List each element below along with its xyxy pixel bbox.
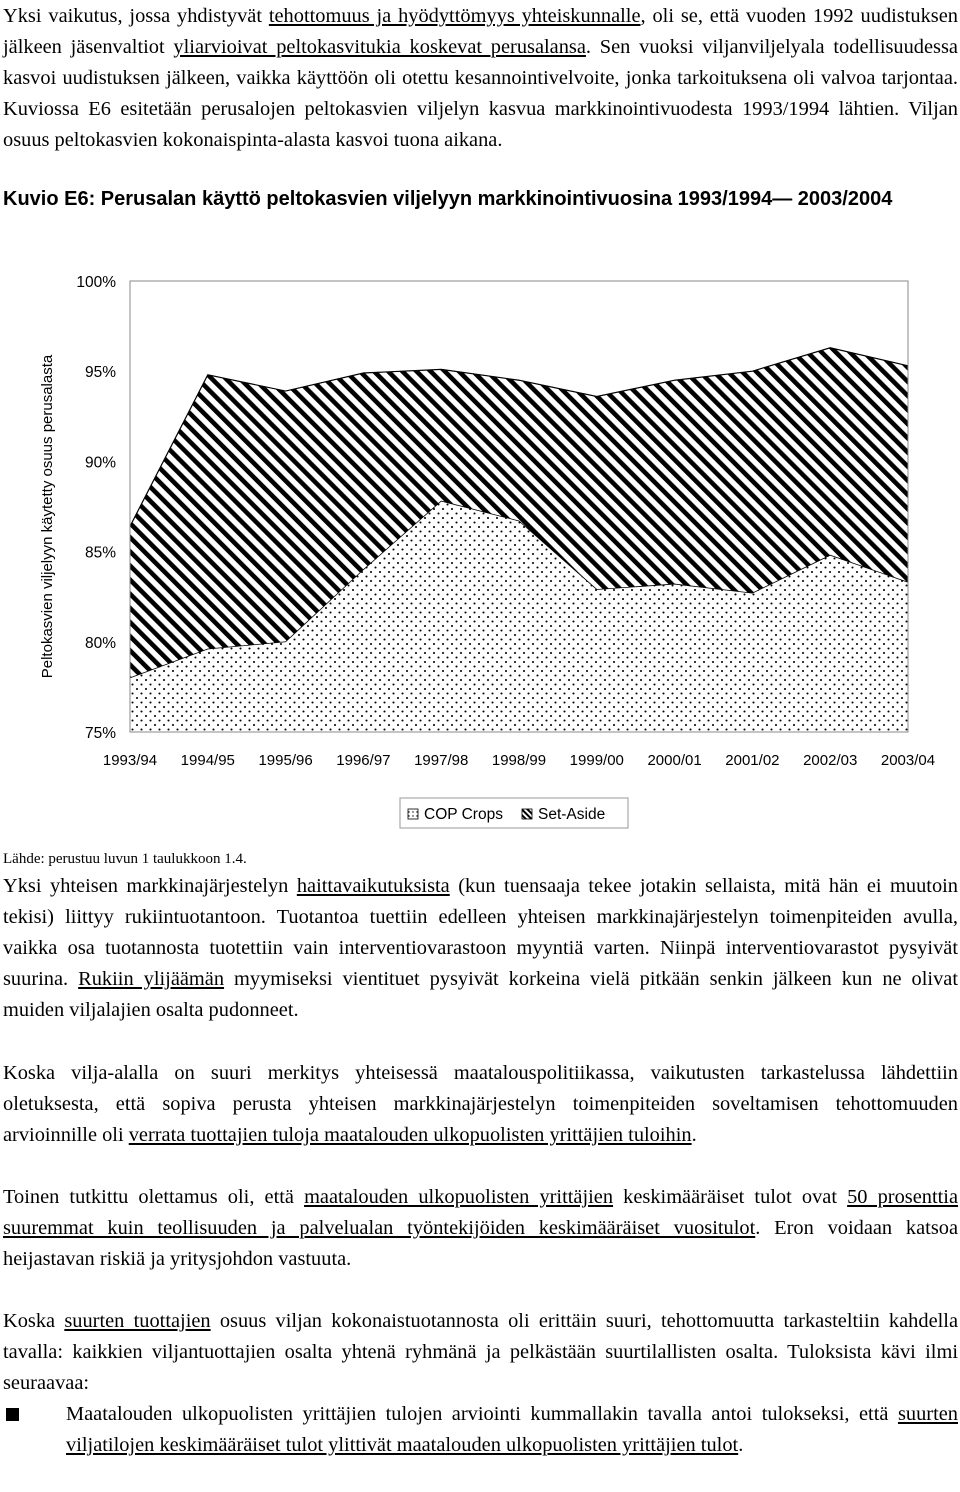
x-tick-label: 1998/99 (491, 752, 547, 769)
intro-text-b: , oli se, että vuoden 1992 uudistuksen jälkeen jäsenvaltiot (3, 5, 958, 58)
bullet-square-icon (6, 1408, 19, 1421)
bullet-link-large-farms[interactable]: suurten viljatilojen keskimääräiset tulot ylittivät maatalouden ulkopuolisten yrittäjien tulot (66, 1403, 958, 1456)
p2-text-a: Yksi yhteisen markkinajärjestelyn (3, 875, 297, 897)
p2-link-rye-surplus[interactable]: Rukiin ylijäämän (78, 968, 225, 990)
x-tick-label: 1993/94 (102, 752, 158, 769)
intro-text-c: . Sen vuoksi viljanviljelyala todellisuudessa kasvoi uudistuksen jälkeen, vaikka käyttöön oli otettu kesannointivelvoite, jonka tarkoituksena oli valvoa tarjontaa. Kuviossa E6 esitetään perusalojen peltokasvien viljelyn kasvua markkinointivuodesta 1993/1994 lähtien. Viljan osuus peltokasvien kokonaispinta-alasta kasvoi tuona aikana. (3, 36, 958, 151)
legend-label-cop-crops: COP Crops (424, 806, 503, 823)
bullet-text-a: Maatalouden ulkopuolisten yrittäjien tulojen arviointi kummallakin tavalla antoi tulokseksi, että (66, 1403, 898, 1425)
x-tick-label: 1994/95 (180, 752, 235, 769)
legend-swatch-set-aside (522, 809, 532, 819)
y-tick-label: 95% (84, 364, 116, 382)
area-chart (0, 255, 960, 835)
x-tick-label: 2003/04 (880, 752, 936, 769)
p4-text-c: . Eron voidaan katsoa heijastavan riskiä ja yritysjohdon vastuuta. (3, 1217, 958, 1270)
p4-link-entrepreneurs[interactable]: maatalouden ulkopuolisten yrittäjien (304, 1186, 614, 1208)
p4-text-a: Toinen tutkittu olettamus oli, että (3, 1186, 305, 1208)
p2-link-side-effects[interactable]: haittavaikutuksista (296, 875, 450, 897)
x-tick-label: 1999/00 (569, 752, 624, 769)
legend-label-set-aside: Set-Aside (538, 806, 606, 823)
bullet-text-b: . (738, 1434, 744, 1456)
body-paragraph-2 (3, 1058, 958, 1151)
body-paragraph-1 (3, 871, 958, 1026)
body-paragraph-3 (3, 1182, 958, 1275)
x-tick-label: 1996/97 (336, 752, 391, 769)
y-tick-label: 90% (84, 454, 116, 472)
y-tick-label: 100% (76, 274, 116, 291)
y-tick-label: 80% (84, 634, 116, 652)
p2-text-b: (kun tuensaaja tekee jotakin sellaista, mitä hän ei muutoin tekisi) liittyy rukiintuotantoon. Tuotantoa tuettiin edelleen yhteisen markkinajärjestelyn toimenpiteiden avulla, vaikka osa tuotannosta tuotettiin vain interventiovarastoon myyntiä varten. Niinpä interventiovarastot pysyivät suurina. (3, 875, 959, 990)
legend-swatch-cop-crops (408, 809, 418, 819)
p5-text-a: Koska (3, 1310, 65, 1332)
intro-link-inefficiency[interactable]: tehottomuus ja hyödyttömyys yhteiskunnalle (268, 5, 641, 27)
x-tick-label: 2001/02 (725, 752, 780, 769)
p2-text-c: myymiseksi vientituet pysyivät korkeina vielä pitkään senkin jälkeen kun ne olivat muiden viljalajien osalta pudonneet. (3, 968, 958, 1021)
p5-link-large-producers[interactable]: suurten tuottajien (64, 1310, 211, 1332)
p3-text-a: Koska vilja-alalla on suuri merkitys yhteisessä maatalouspolitiikassa, vaikutusten tarkastelussa lähdettiin oletuksesta, että sopiva perusta yhteisen markkinajärjestelyn toimenpiteiden soveltamisen tehottomuuden arvioinnille oli (3, 1062, 958, 1146)
y-axis-label: Peltokasvien viljelyyn käytetty osuus perusalasta (39, 354, 56, 679)
y-tick-label: 85% (84, 544, 116, 562)
intro-paragraph (3, 1, 958, 156)
p4-link-fifty-percent[interactable]: 50 prosenttia suuremmat kuin teollisuuden ja palvelualan työntekijöiden keskimääräiset vuositulot (3, 1186, 959, 1239)
figure-title: Kuvio E6: Perusalan käyttö peltokasvien viljelyyn markkinointivuosina 1993/1994— 2003/2004 (3, 188, 893, 210)
p3-link-compare-income[interactable]: verrata tuottajien tuloja maatalouden ulkopuolisten yrittäjien tuloihin (128, 1124, 692, 1146)
x-tick-label: 2000/01 (647, 752, 702, 769)
p3-text-b: . (691, 1124, 697, 1146)
x-tick-label: 1995/96 (258, 752, 313, 769)
y-tick-label: 75% (84, 725, 116, 742)
body-paragraph-4 (3, 1306, 958, 1399)
p5-text-b: osuus viljan kokonaistuotannosta oli erittäin suuri, tehottomuutta tarkasteltiin kahdella tavalla: kaikkien viljantuottajien osalta yhtenä ryhmänä ja pelkästään suurtilallisten osalta. Tuloksista kävi ilmi seuraavaa: (3, 1310, 958, 1394)
x-tick-label: 2002/03 (803, 752, 858, 769)
figure-source: Lähde: perustuu luvun 1 taulukkoon 1.4. (3, 851, 247, 867)
intro-text-a: Yksi vaikutus, jossa yhdistyvät (3, 5, 269, 27)
intro-link-overestimate[interactable]: yliarvioivat peltokasvitukia koskevat perusalansa (173, 36, 586, 58)
x-tick-label: 1997/98 (414, 752, 469, 769)
p4-text-b: keskimääräiset tulot ovat (613, 1186, 848, 1208)
bullet-item (66, 1399, 958, 1461)
legend (400, 798, 628, 828)
